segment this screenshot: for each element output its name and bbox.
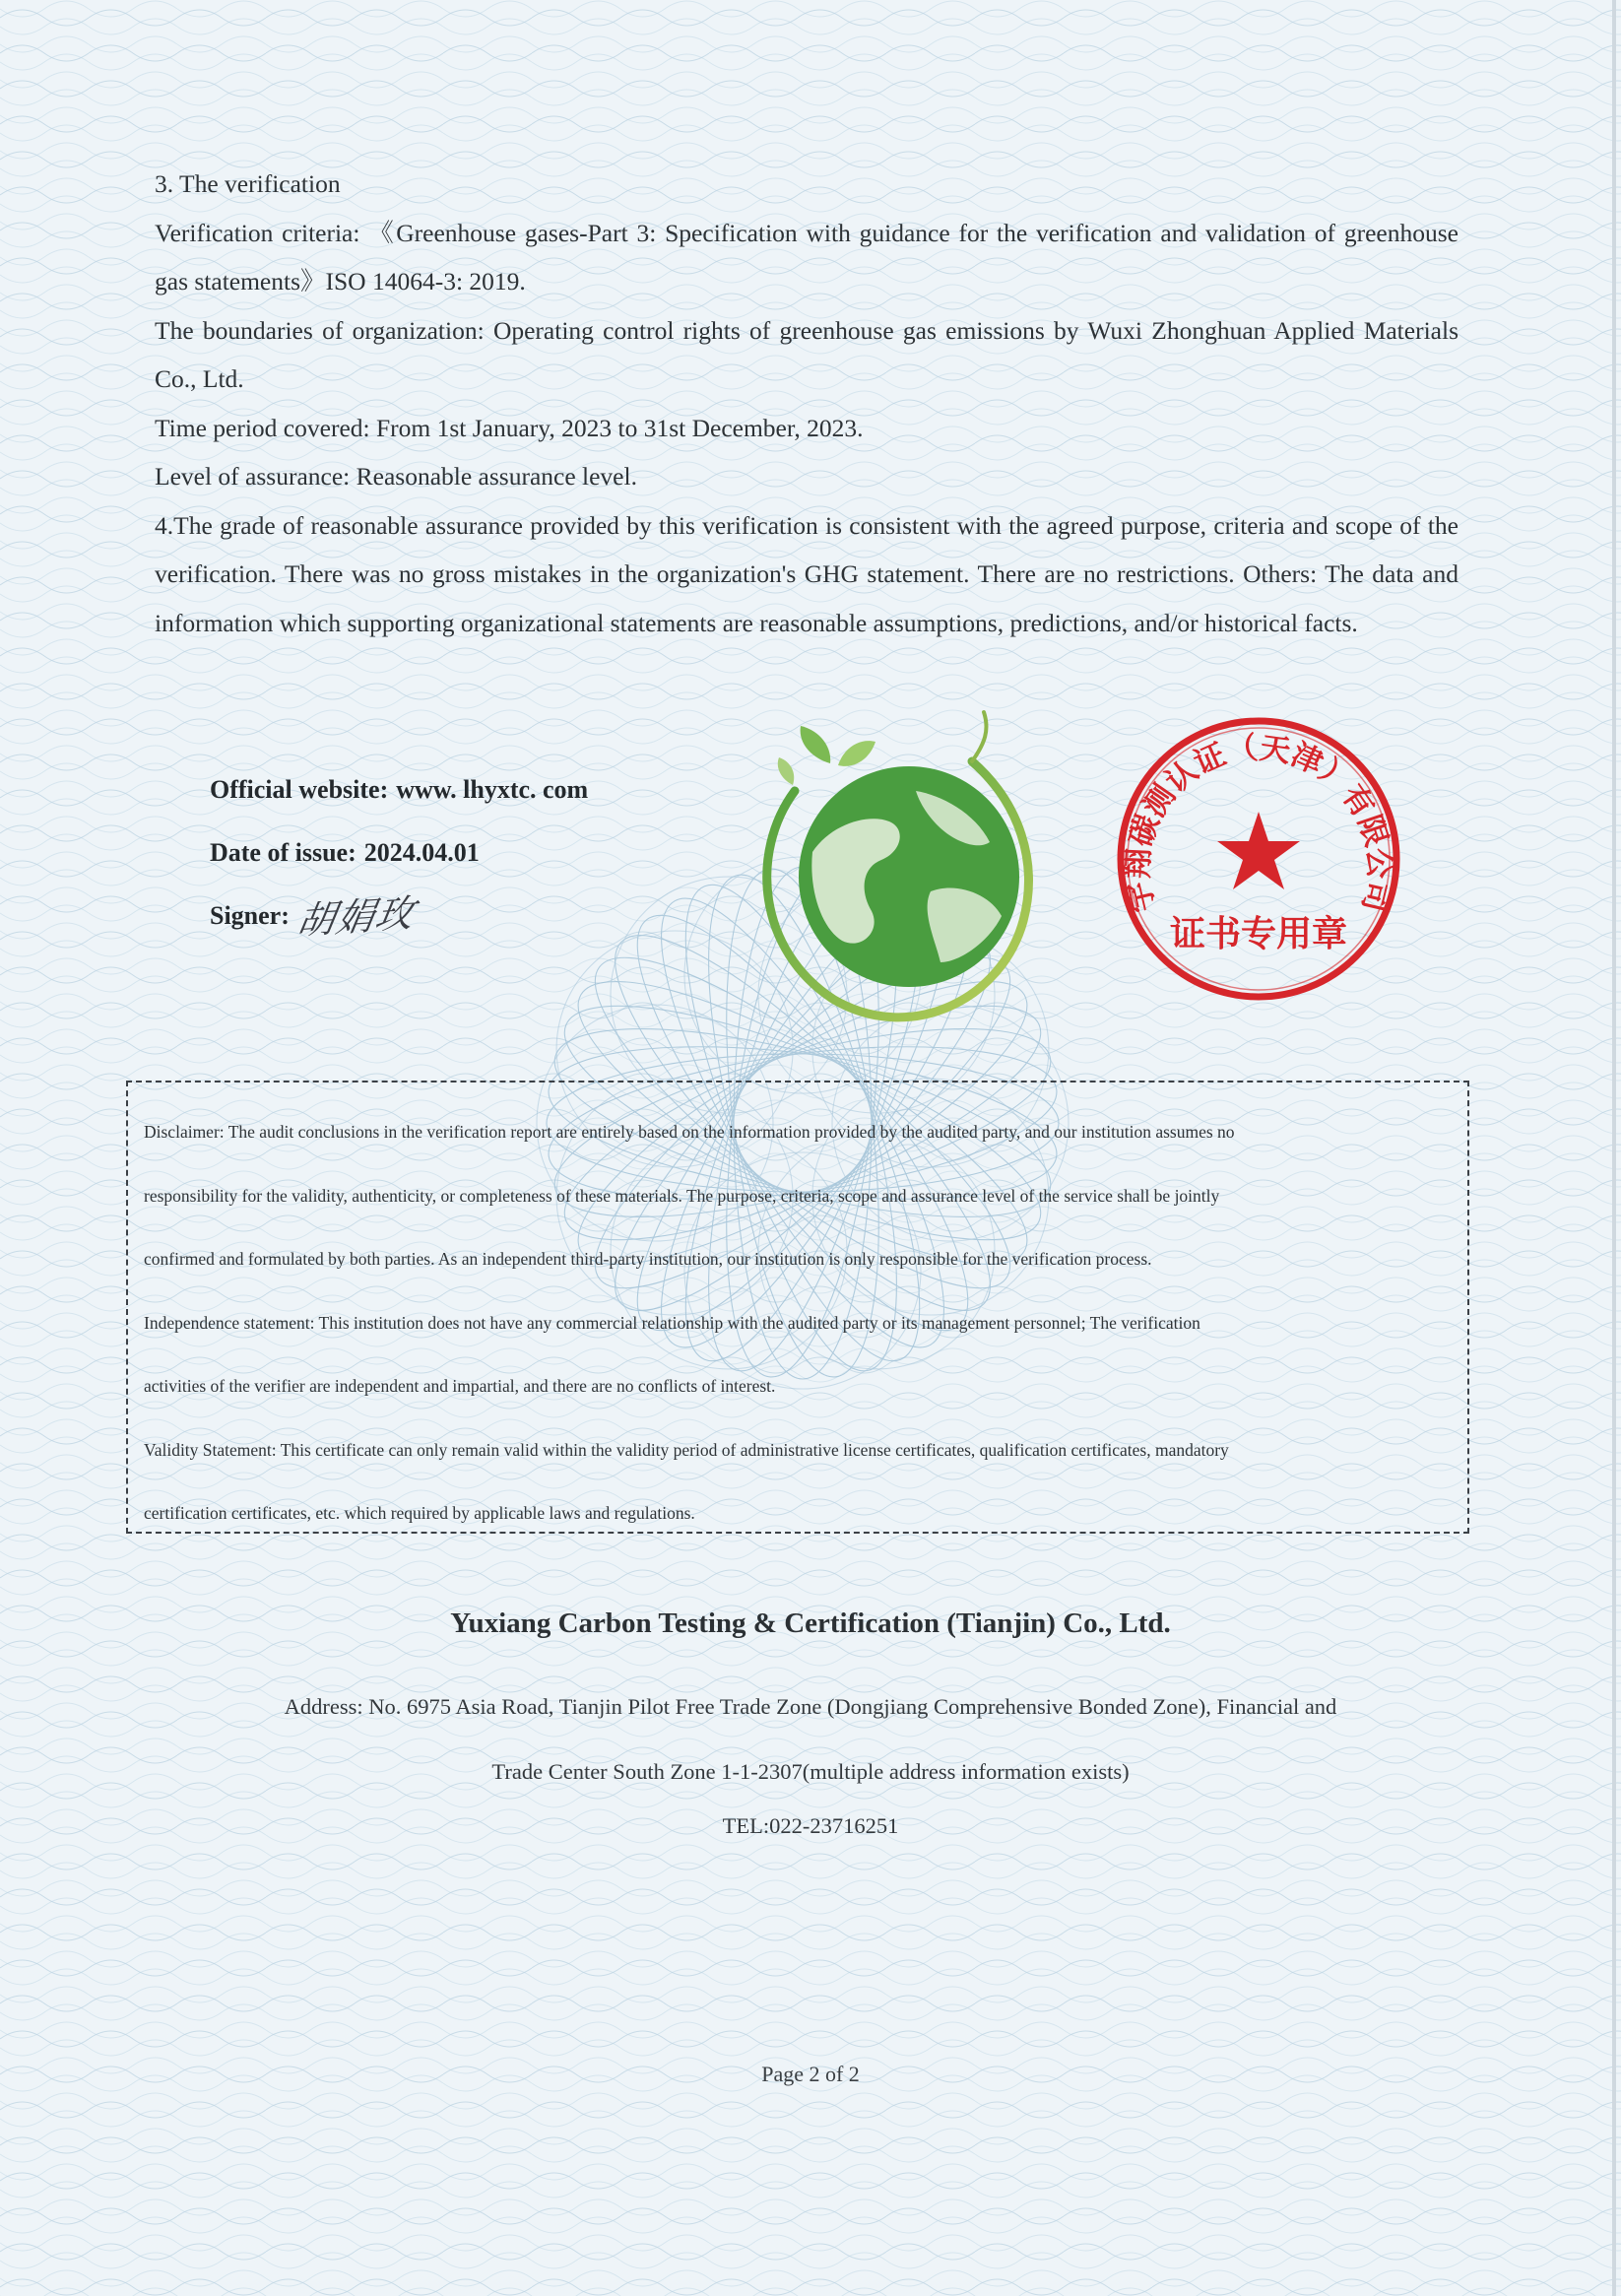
date-label: Date of issue: [210, 838, 357, 867]
validity-line: Validity Statement: This certificate can only remain valid within the validity period of administrative license certificates, qualification certificates, mandatory [144, 1439, 1229, 1460]
website-row [210, 768, 761, 831]
criteria-label: Verification criteria: [155, 218, 369, 247]
disclaimer-line: confirmed and formulated by both parties. As an independent third-party institution, our institution is only responsible for the verification process. [144, 1249, 1152, 1269]
company-phone: TEL:022-23716251 [722, 1813, 899, 1838]
signer-signature: 胡娟玫 [293, 890, 420, 944]
date-row [210, 831, 761, 894]
seal-arc-text: 宇翔碳测认证（天津）有限公司 [1120, 730, 1397, 916]
independence-line: Independence statement: This institution does not have any commercial relationship with the audited party or its management personnel; The verification [144, 1312, 1200, 1333]
website-value: www. lhyxtc. com [396, 775, 589, 804]
grade-paragraph: 4.The grade of reasonable assurance provided by this verification is consistent with the agreed purpose, criteria and scope of the verification. There was no gross mistakes in the organization's GHG statement. There are no restrictions. Others: The data and information which supporting organizational statements are reasonable assumptions, predictions, and/or historical facts. [155, 510, 1459, 637]
assurance-level [155, 452, 1459, 501]
signer-row [210, 890, 761, 957]
disclaimer-line: Disclaimer: The audit conclusions in the verification report are entirely based on the information provided by the audited party, and our institution assumes no [144, 1122, 1235, 1142]
section-heading: 3. The verification [155, 169, 341, 198]
assurance-value: Reasonable assurance level. [356, 462, 637, 491]
address-line: Address: No. 6975 Asia Road, Tianjin Pilot Free Trade Zone (Dongjiang Comprehensive Bonded Zone), Financial and [284, 1694, 1337, 1719]
disclaimer-line: responsibility for the validity, authenticity, or completeness of these materials. The purpose, criteria, scope and assurance level of the service shall be jointly [144, 1185, 1220, 1206]
criteria-value: 《Greenhouse gases-Part 3: Specification with guidance for the verification and validation of greenhouse gas statements》ISO 14064-3: 2019. [155, 218, 1459, 295]
boundaries-label: The boundaries of organization: [155, 315, 493, 345]
verification-section [155, 160, 1459, 647]
organization-boundaries [155, 306, 1459, 404]
issuer-meta [210, 768, 761, 957]
verification-criteria [155, 209, 1459, 306]
period-label: Time period covered: [155, 413, 376, 442]
page-number: Page 2 of 2 [761, 2062, 860, 2086]
seal-star-icon [1217, 812, 1300, 889]
signer-label: Signer: [210, 901, 290, 930]
time-period [155, 404, 1459, 453]
independence-line: activities of the verifier are independent and impartial, and there are no conflicts of interest. [144, 1376, 776, 1396]
assurance-label: Level of assurance: [155, 462, 357, 491]
date-value: 2024.04.01 [363, 838, 480, 867]
validity-line: certification certificates, etc. which required by applicable laws and regulations. [144, 1503, 695, 1523]
company-name: Yuxiang Carbon Testing & Certification (Tianjin) Co., Ltd. [450, 1607, 1171, 1639]
company-address [197, 1674, 1424, 1804]
disclaimer-box [126, 1081, 1469, 1534]
website-label: Official website: [210, 775, 389, 804]
seal-bottom-text: 证书专用章 [1169, 914, 1348, 954]
company-seal-stamp [1111, 711, 1406, 1007]
address-line: Trade Center South Zone 1-1-2307(multiple address information exists) [491, 1759, 1130, 1784]
period-value: From 1st January, 2023 to 31st December, 2023. [375, 413, 864, 442]
globe-leaf-logo-icon [744, 704, 1049, 1029]
boundaries-value: Operating control rights of greenhouse gas emissions by Wuxi Zhonghuan Applied Materials Co., Ltd. [155, 315, 1459, 393]
